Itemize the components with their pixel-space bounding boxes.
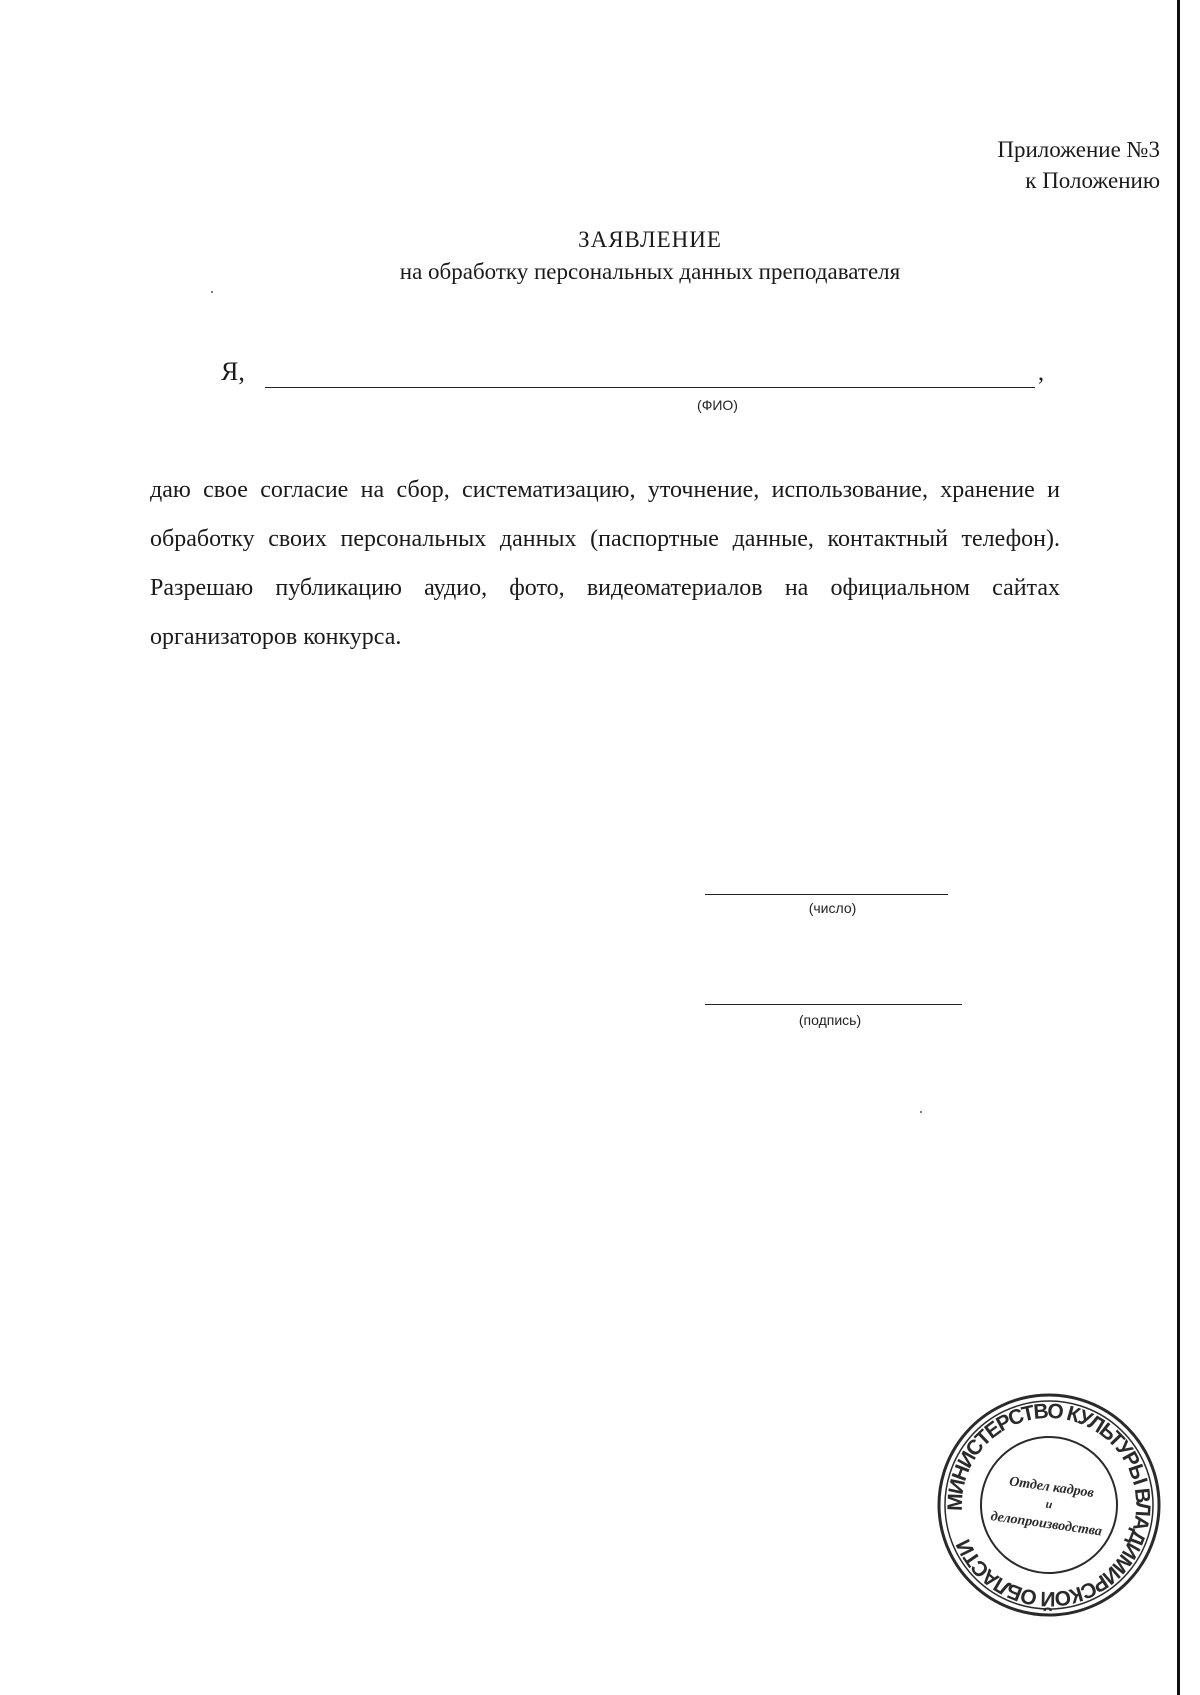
date-fill-line[interactable]	[705, 894, 948, 895]
consent-paragraph: даю свое согласие на сбор, систематизацию, уточнение, использование, хранение и обработку своих персональных данных (паспортные данные, контактный телефон). Разрешаю публикацию аудио, фото, видеоматериалов на официальном сайтах организаторов конкурса.	[150, 477, 1060, 650]
scan-speck	[211, 291, 213, 293]
scan-speck	[920, 1111, 922, 1113]
name-field-row	[221, 357, 1061, 397]
stamp-center-line-2: и	[1044, 1496, 1054, 1512]
appendix-line-2: к Положению	[1025, 168, 1160, 193]
document-subtitle: на обработку персональных данных преподавателя	[399, 259, 901, 284]
stamp-ring-text: МИНИСТЕРСТВО КУЛЬТУРЫ ВЛАДИМИРСКОЙ ОБЛАСТИ	[943, 1399, 1155, 1611]
signature-fill-line[interactable]	[705, 1004, 962, 1005]
page-edge-line	[1177, 0, 1180, 1695]
official-stamp-seal	[932, 1388, 1166, 1622]
name-suffix: ,	[1038, 360, 1044, 386]
name-fill-line[interactable]	[265, 387, 1035, 388]
date-caption: (число)	[808, 900, 857, 916]
document-title-block	[200, 224, 1100, 288]
stamp-center-line-1: Отдел кадров	[1008, 1474, 1095, 1502]
appendix-line-1: Приложение №3	[997, 137, 1160, 162]
signature-caption: (подпись)	[798, 1012, 862, 1028]
document-title: ЗАЯВЛЕНИЕ	[578, 227, 722, 252]
appendix-note	[760, 134, 1160, 196]
name-prefix: Я,	[221, 357, 245, 386]
fio-caption: (ФИО)	[697, 397, 738, 413]
stamp-center-line-3: делопроизводства	[989, 1509, 1103, 1540]
